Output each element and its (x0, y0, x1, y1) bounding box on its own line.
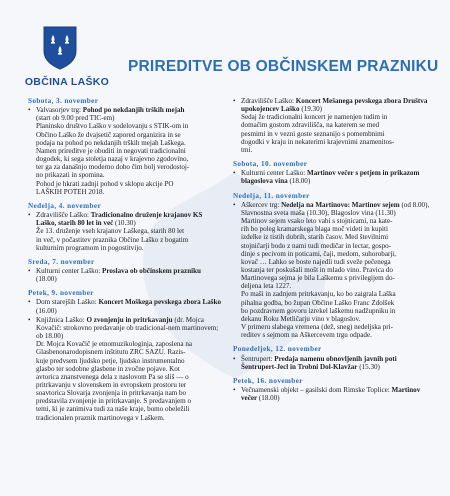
event-heading (241, 386, 433, 402)
event-description-line: no prikazati in spomina. (36, 171, 105, 180)
event-location: Šentrupert: (241, 354, 275, 363)
event-title: Koncert Mešanega pevskega zbora Društva upokojencev Laško (241, 97, 428, 114)
event-location: Zdravilišče Laško: (241, 97, 296, 105)
event-location: Večnamenski objekt – gasilski dom Rimske Toplice: (241, 386, 392, 394)
event-item (233, 169, 433, 185)
event-description-line: podaja na pohod po nekdanjih trških mejah Laškega. (36, 138, 186, 147)
bullet-icon: • (28, 106, 31, 115)
bullet-icon: • (233, 169, 236, 178)
event-description-line: kulturnim programom in pogostitvijo. (36, 243, 144, 252)
event-description-line: pesmimi in v vezni goste seznanijo s pomembnimi (241, 129, 385, 138)
event-title: Proslava ob občinskem prazniku (102, 266, 202, 275)
event-title: Martinov večer (241, 386, 421, 403)
event-description-line: (start ob 9.00 pred TIC-em) (36, 114, 115, 123)
event-description-line: V primeru slabega vremena (dež, sneg) nedeljska pri- (241, 323, 393, 332)
day-heading: Petek, 16. november (233, 376, 303, 385)
event-title: Koncert Moškega pevskega zbora Laško (98, 298, 222, 307)
event-time: (15.30) (357, 362, 380, 371)
event-time: (dr. Mojca Kovačič: strokovno predavanje ob tradicional-nem martinovem; ob 18.00) (36, 315, 219, 341)
event-description-line: Planinsko društvo Laško v sodelovanju s STIK-om in (36, 122, 189, 131)
day-heading: Sobota, 10. november (233, 160, 308, 169)
event-description-line: Že 13. druženje vseh krajanov Laškega, starih 80 let (36, 227, 185, 236)
event-description-line: Pohod je hkrati zadnji pohod v sklopu akcije PO (36, 179, 174, 188)
event-time: (16.00) (36, 306, 57, 315)
event-time: (19.30) (299, 105, 323, 114)
event-title: Martinov večer s petjem in prikazom blagoslova vina (241, 169, 420, 186)
day-heading: Petek, 9. november (28, 289, 94, 298)
event-location: Zdravilišče Laško: (36, 211, 91, 220)
day-heading: Nedelja, 4. november (28, 201, 102, 210)
day-section (233, 192, 433, 340)
event-title: Pohod po nekdanjih trških mejah (82, 106, 185, 115)
event-description-line: Sedaj že tradicionalni koncert je namenjen tudim in (241, 113, 388, 122)
event-title: Predaja namenu obnovljenih javnih poti Šentrupert-Jecl in Trobni Dol-Klavžar (241, 354, 397, 371)
day-heading: Sobota, 3. november (28, 97, 99, 105)
event-time: (10.30) (113, 219, 136, 228)
event-heading (36, 267, 223, 283)
event-description-line: dogodki v kraju in nekaterimi krajevnimi znamenitos- (241, 137, 395, 146)
event-location: Aškercev trg: (241, 200, 282, 209)
event-description-line: rih bo poleg kramarskega blaga moč videti in kupiti (241, 225, 388, 234)
left-column (28, 97, 223, 428)
event-description-line: tmi. (241, 145, 253, 154)
event-item (28, 298, 223, 314)
event-item (233, 97, 433, 154)
day-section (233, 345, 433, 370)
event-time: (18.00) (257, 394, 280, 403)
event-location: Kulturni center Laško: (241, 169, 307, 178)
event-description-line: Po maši in zadnjem pritrkavanju, ko bo zaigrala Laška (241, 290, 396, 299)
event-time: (od 8.00), Slavnostna sveta maša (10.30), Blagoslov vina (11.30) (241, 200, 430, 217)
event-description-line: soavtorica Slovarja zvonjenja in pritrkavanja nam bo (36, 389, 187, 398)
event-item (233, 201, 433, 340)
event-heading (241, 97, 433, 113)
event-heading (36, 298, 223, 314)
event-item (28, 211, 223, 252)
event-description-line: glasbo ter sodobne glasbene in zvočne pojave. Kot (36, 364, 180, 373)
bullet-icon: • (233, 386, 236, 394)
bullet-icon: • (28, 266, 31, 275)
event-description-line: kostanja ter poskušali mošt in mlado vino. Pravica do (241, 265, 393, 274)
event-description-line: Martinovega sejma je bila Laškemu s privilegijem do- (241, 274, 395, 283)
event-time: (18.00) (36, 275, 57, 284)
event-description-line: LAŠKIH POTEH 2018. (36, 187, 105, 196)
event-description-line: domačim gostom zdravilišča, na katerem se med (241, 121, 380, 130)
event-description-line: stojničarji bodo z nami tudi medičar in lectar, gospo- (241, 241, 392, 250)
event-title: O zvonjenju in pritrkavanju (86, 315, 173, 324)
municipality-crest-icon (43, 26, 77, 70)
event-heading (36, 316, 223, 340)
event-description-line: tradicionalen praznik martinovega v Laškem. (36, 413, 165, 422)
event-location: Valvasorjev trg: (36, 106, 83, 115)
event-location: Knjižnica Laško: (36, 315, 87, 324)
event-description-line: deljena leta 1227. (241, 282, 292, 291)
event-description-line: pihalna godba, bo župan Občine Laško Franc Zdolšek (241, 298, 395, 307)
event-description-line: temi, ki je zanimiva tudi za naše kraje, bomo obeležili (36, 405, 190, 414)
event-description-line: Dr. Mojca Kovačič je etnomuzikologinja, zaposlena na (36, 340, 193, 349)
day-section (28, 258, 223, 283)
event-heading (241, 201, 433, 217)
event-description-line: pritrkavanju v slovenskem in evropskem prostoru ter (36, 381, 187, 389)
event-item (28, 316, 223, 422)
event-location: Kulturni center Laško: (36, 266, 102, 275)
event-description-line: Glasbenonarodopisnem inštitutu ZRC SAZU. Razis- (36, 348, 186, 357)
event-item (28, 106, 223, 196)
day-section (233, 377, 433, 402)
event-description-line: reditev s sejmom na Aškercevem trgu odpade. (241, 331, 372, 340)
right-column (233, 97, 433, 408)
event-description-line: in več, v počastitev praznika Občine Laško z bogatim (36, 235, 189, 244)
event-description-line: dinje s pecivom in poticami, čaji, medom, suhorobarji, (241, 249, 397, 258)
event-item (233, 355, 433, 371)
header (0, 0, 450, 100)
event-time: (18.00) (287, 177, 311, 186)
bullet-icon: • (233, 354, 236, 363)
event-description-line: Namen prireditve je obuditi in negovati tradicionalni (36, 146, 186, 155)
event-heading (36, 106, 223, 114)
event-description-line: bo pozdravnem govoru izrekel laškemu nadžupniku in (241, 306, 396, 315)
event-item (28, 267, 223, 283)
event-heading (36, 211, 223, 227)
day-heading: Ponedeljek, 12. november (233, 345, 322, 354)
bullet-icon: • (233, 200, 236, 209)
page-title: PRIREDITVE OB OBČINSKEM PRAZNIKU (128, 58, 439, 75)
day-section (28, 202, 223, 252)
bullet-icon: • (28, 315, 31, 324)
day-heading: Nedelja, 11. november (233, 191, 310, 200)
event-description-line: dogodek, ki sega stoletja nazaj v krajevno zgodovino, (36, 155, 189, 164)
event-title: Tradicionalno druženje krajanov KS Laško, starih 80 let in več (36, 211, 203, 228)
day-heading: Sreda, 7. november (28, 257, 95, 266)
day-section (233, 160, 433, 185)
event-item (233, 386, 433, 402)
event-description-line: izdelke iz tistih dobrih, starih časov. Med številnimi (241, 233, 389, 242)
event-title: Nedelja na Martinovo: Martinov sejem (281, 200, 400, 209)
event-description-line: dekanu Roku Metličarju vino v blagoslov. (241, 314, 361, 323)
bullet-icon: • (233, 97, 236, 105)
event-description-line: predstavila zvonjenje in pritrkavanje. S predavanjem o (36, 397, 192, 406)
day-section (28, 289, 223, 422)
event-description-line: avtorica znanstvenega dela z naslovom Pa se sliš — o (36, 372, 189, 381)
event-description-line: Občino Laško že dvajsetič zapored organizira in se (36, 130, 181, 139)
event-description-line: Martinov sejem vsako leto vabi s stojnicami, na kate- (241, 217, 393, 226)
event-description-line: kuje predvsem ljudsko petje, ljudsko instrumentalno (36, 356, 185, 365)
event-heading (241, 355, 433, 371)
event-description-line: ter ga za današnjo moderno dobo čim bolj verodostoj- (36, 163, 190, 172)
event-location: Dom starejših Laško: (36, 298, 99, 307)
day-section (28, 97, 223, 196)
municipality-name: OBČINA LAŠKO (24, 76, 110, 88)
event-description-line: kovač … Lahko se boste najedli tudi sveže pečenega (241, 257, 391, 266)
day-section (233, 97, 433, 154)
event-heading (241, 169, 433, 185)
bullet-icon: • (28, 298, 31, 307)
bullet-icon: • (28, 211, 31, 220)
